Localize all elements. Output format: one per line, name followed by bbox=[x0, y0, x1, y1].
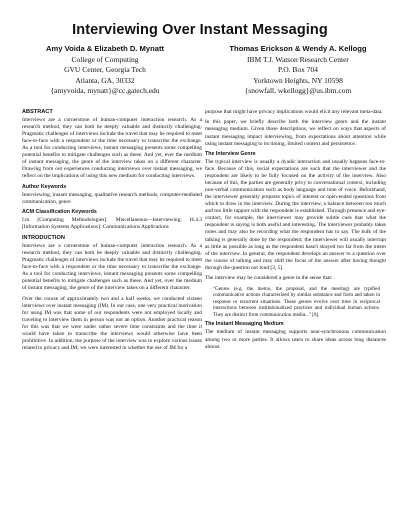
author-names: Thomas Erickson & Wendy A. Kellogg bbox=[229, 44, 367, 53]
paper-title: Interviewing Over Instant Messaging bbox=[72, 22, 328, 38]
author-block-1 bbox=[20, 44, 190, 97]
introduction-heading: INTRODUCTION bbox=[22, 234, 65, 241]
author-block-2 bbox=[213, 44, 383, 97]
paragraph: The typical interview is usually a dyadic interaction and usually happens face-to-face. Because of this, social expectations are such that the interviewer and the respondent are likely to be fully focused on the activity of the interview. Also because of this, the parties are generally privy to conversational context, including non-verbal communication such as body language and tone of voice. Beforehand, the interviewer generally prepares topics of interest or open-ended questions from which to draw in the interview. During the interview, a balance between too much and too little rapport with the respondent is established. Through presence and eye-contact, for example, the interviewer may provide subtle cues that what the respondent is saying is both useful and interesting. The interviewer probably takes notes and may also be recording what the respondent has to say. The bulk of the talking is generally done by the respondent; the interviewer will usually interrupt as little as possible as long as the respondent hasn't strayed too far from the intent of the interview. In general, the respondent develops an answer to a question over the course of talking and may shift the focus of the answer after having thought through the question out loud [3, 5]. bbox=[205, 159, 386, 271]
block-quote: "Genres (e.g. the memo, the proposal, and the meeting) are typified communicative actions characterized by similar substance and form and taken in response to recurrent situations. These genres evolve over time in reciprocal interactions between institutionalized practices and individual human actions. They are distinct from communication media..." [8]. bbox=[213, 285, 380, 318]
paragraph: purpose that might have privacy implications would elicit any relevant meta-data. bbox=[205, 109, 383, 115]
author-names: Amy Voida & Elizabeth D. Mynatt bbox=[46, 44, 164, 53]
paragraph: In this paper, we briefly describe both the interview genre and the instant messaging medium. Given those descriptions, we reflect on ways that aspects of instant messaging impact interviewing, from expectations about attention while using instant messaging to its timing, limited context and persistence. bbox=[205, 119, 386, 147]
acm-heading: ACM Classification Keywords bbox=[22, 209, 97, 216]
left-column bbox=[22, 109, 202, 355]
paragraph: Over the course of approximately two and a half weeks, we conducted sixteen interviews over instant messaging (IM). In our case, one very practical motivation for using IM was that some of our respondents were not employed locally and traveling to interview them in person was not an option. Another practical reason for this was that we were under rather severe time constraints and the time it would have taken to transcribe the interviews would otherwise have been prohibitive. In addition, the purpose of the interview was to explore various issues related to privacy and IM; we were interested in whether the use of IM for a bbox=[22, 295, 202, 351]
right-column bbox=[205, 109, 386, 354]
affiliation-line: IBM T.J. Watson Research Center bbox=[247, 54, 349, 64]
interview-genre-heading: The Interview Genre bbox=[205, 151, 256, 158]
abstract-heading: ABSTRACT bbox=[22, 109, 53, 115]
acm-text: I.m [Computing Methodologies]: Miscellaneous—Interviewing; H.4.3 [Information Systems Applications]: Communications Applications bbox=[22, 217, 202, 231]
author-email: {snowfall, wkellogg}@us.ibm.com bbox=[244, 86, 352, 96]
im-medium-heading: The Instant Messaging Medium bbox=[205, 321, 284, 328]
affiliation-line: P.O. Box 704 bbox=[277, 65, 318, 75]
affiliation-line: Yorktown Heights, NY 10598 bbox=[253, 75, 343, 85]
affiliation-line: GVU Center, Georgia Tech bbox=[64, 65, 146, 75]
paragraph: Interviews are a cornerstone of human-computer interaction research. As a research method, they can both be deeply valuable and distinctly challenging. Pragmatic challenges of interviews include the travel that may be required to meet face-to-face with a respondent or the time necessary to transcribe the exchange. As a tool for conducting interviews, instant messaging presents some compelling potential benefits to mitigate challenges such as these. And yet, over the medium of instant messaging, the genre of the interview takes on a different character. bbox=[22, 242, 202, 292]
affiliation-line: Atlanta, GA, 30332 bbox=[75, 75, 135, 85]
affiliation-line: College of Computing bbox=[71, 54, 139, 64]
paragraph: The interview may be considered a genre in the sense that: bbox=[205, 275, 333, 282]
abstract-text: Interviews are a cornerstone of human-computer interaction research. As a research method, they can both be deeply valuable and distinctly challenging. Pragmatic challenges of interviews include the travel that may be required to meet face-to-face with a respondent or the time necessary to transcribe the exchange. As a tool for conducting interviews, instant messaging presents some compelling potential benefits to mitigate challenges such as these. And yet, ever the medium of instant messaging, the genre of the interview takes on a different character. Drawing from our experiences conducting interviews over instant messaging, we reflect on the implications of using this new medium for conducting interviews. bbox=[22, 117, 202, 180]
keywords-text: Interviewing, instant messaging, qualitative research methods, computer-mediated communication, genre bbox=[22, 191, 202, 205]
keywords-heading: Author Keywords bbox=[22, 183, 67, 190]
paragraph: The medium of instant messaging supports near-synchronous communication among two or more parties. It allows users to share ideas across long distances almost bbox=[205, 329, 386, 350]
author-email: {amyvoida, mynatt}@cc.gatech.edu bbox=[50, 86, 160, 96]
